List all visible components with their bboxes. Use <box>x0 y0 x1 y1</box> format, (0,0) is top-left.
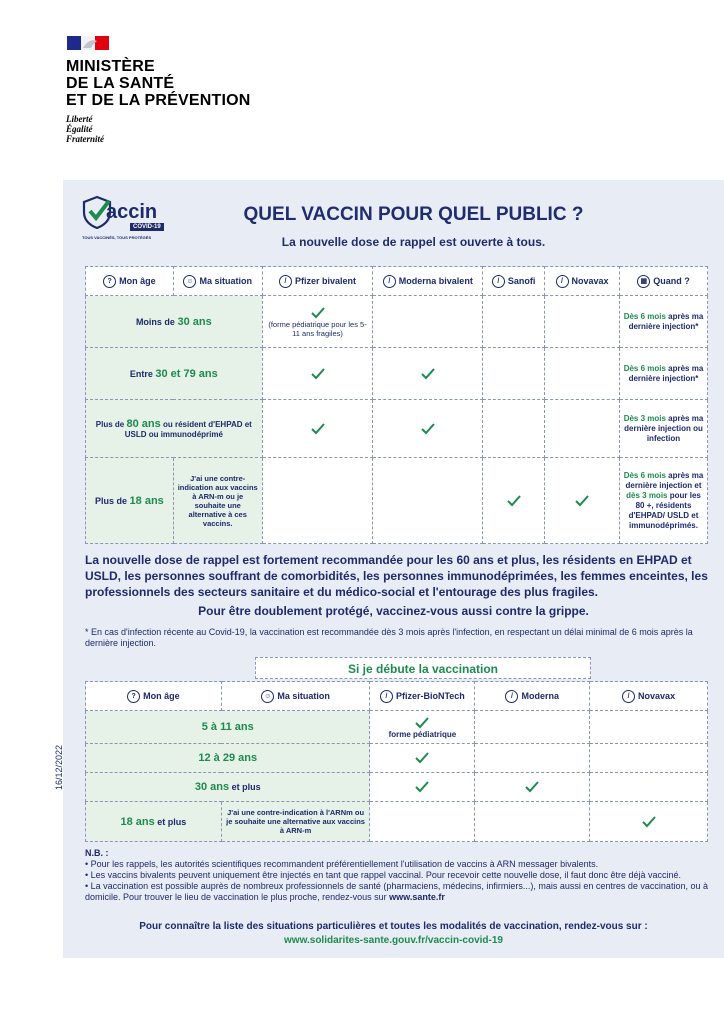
recommendation-paragraph: La nouvelle dose de rappel est fortement recommandée pour les 60 ans et plus, les résidents en EHPAD et USLD, les personnes souffrant de comorbidités, les personnes immunodéprimées, les femmes enceintes, les professionnels des secteurs sanitaire et du médico-social et l'entourage des plus fragiles. <box>85 553 708 599</box>
when-cell: Dès 6 mois après ma dernière injection* <box>620 348 708 400</box>
age-cell: Entre 30 et 79 ans <box>86 348 263 400</box>
table-header-row <box>86 267 708 296</box>
ministry-name: MINISTÈRE DE LA SANTÉ ET DE LA PRÉVENTION <box>66 58 251 109</box>
check-icon <box>310 306 326 320</box>
header-moderna: / Moderna bivalent <box>373 267 483 296</box>
table-row <box>86 458 708 544</box>
table-row: 5 à 11 ans forme pédiatrique <box>86 711 708 744</box>
syringe-icon: / <box>505 690 518 703</box>
table-row <box>86 773 708 802</box>
people-icon: ☺ <box>261 690 274 703</box>
table-row <box>86 802 708 842</box>
header-pfizer: / Pfizer-BioNTech <box>370 682 475 711</box>
publication-date: 16/12/2022 <box>54 744 64 790</box>
nb-notes: N.B. : • Pour les rappels, les autorités scientifiques recommandent préférentiellement l'utilisation de vaccins à ARN messager bivalents. • Les vaccins bivalents peuvent uniquement être injectés en tant que rappel vaccinal. Pour recevoir cette nouvelle dose, il faut donc être déjà vacciné. • La vaccination est possible auprès de nombreux professionnels de santé (pharmaciens, médecins, infirmiers...), mais aussi en centres de vaccination, ou à domicile. Pour trouver le lieu de vaccination le plus proche, rendez-vous sur www.sante.fr <box>85 848 708 902</box>
age-cell: 30 ans et plus <box>86 773 370 802</box>
syringe-icon: / <box>556 275 569 288</box>
age-icon: ? <box>127 690 140 703</box>
page-subtitle: La nouvelle dose de rappel est ouverte à tous. <box>281 235 546 249</box>
solidarites-sante-link[interactable]: www.solidarites-sante.gouv.fr/vaccin-covid-19 <box>284 935 503 946</box>
age-cell: Moins de 30 ans <box>86 296 263 348</box>
syringe-icon: / <box>279 275 292 288</box>
pfizer-cell: (forme pédiatrique pour les 5-11 ans fragiles) <box>262 296 373 348</box>
marianne-flag-logo <box>67 36 109 50</box>
check-icon <box>524 780 540 794</box>
age-cell: 18 ans et plus <box>86 802 222 842</box>
footnote: * En cas d'infection récente au Covid-19, la vaccination est recommandée dès 3 mois après l'infection, en respectant un délai minimal de 6 mois après la dernière injection. <box>85 627 693 648</box>
header-quand: ▦ Quand ? <box>620 267 708 296</box>
syringe-icon: / <box>380 690 393 703</box>
situation-cell: J'ai une contre-indication aux vaccins à ARN-m ou je souhaite une alternative à ces vaccins. <box>173 458 262 544</box>
situation-cell: J'ai une contre-indication à l'ARNm ou je souhaite une alternative aux vaccins à ARN-m <box>221 802 370 842</box>
when-cell: Dès 3 mois après ma dernière injection ou infection <box>620 400 708 458</box>
syringe-icon: / <box>622 690 635 703</box>
age-cell: Plus de 18 ans <box>86 458 174 544</box>
header-situation: ☺ Ma situation <box>173 267 262 296</box>
sante-link[interactable]: www.sante.fr <box>389 892 445 902</box>
when-cell: Dès 6 mois après ma dernière injection* <box>620 296 708 348</box>
check-icon <box>414 780 430 794</box>
primary-vaccination-table <box>85 681 708 842</box>
table-row <box>86 296 708 348</box>
primary-vaccination-title: Si je débute la vaccination <box>255 657 591 679</box>
check-icon <box>506 494 522 508</box>
table-header-row <box>86 682 708 711</box>
header-novavax: / Novavax <box>590 682 708 711</box>
header-novavax: / Novavax <box>545 267 620 296</box>
check-icon <box>310 422 326 436</box>
ministry-motto: Liberté Égalité Fraternité <box>66 114 105 144</box>
age-cell: 12 à 29 ans <box>86 744 370 773</box>
table-row <box>86 744 708 773</box>
footer: Pour connaître la liste des situations particulières et toutes les modalités de vaccination, rendez-vous sur : www.solidarites-sante.gouv.fr/vaccin-covid-19 <box>63 920 724 948</box>
vaccin-covid-logo: accin COVID-19 TOUS VACCINÉS, TOUS PROTÉGÉS <box>82 195 172 245</box>
age-icon: ? <box>103 275 116 288</box>
people-icon: ☺ <box>183 275 196 288</box>
table-row <box>86 348 708 400</box>
header-age: ? Mon âge <box>86 682 222 711</box>
header-pfizer: / Pfizer bivalent <box>262 267 373 296</box>
check-icon <box>641 815 657 829</box>
check-icon <box>420 367 436 381</box>
check-icon <box>420 422 436 436</box>
header-moderna: / Moderna <box>475 682 590 711</box>
page-title: QUEL VACCIN POUR QUEL PUBLIC ? <box>243 204 584 225</box>
age-cell: Plus de 80 ans ou résident d'EHPAD et USLD ou immunodéprimé <box>86 400 263 458</box>
header-sanofi: / Sanofi <box>483 267 545 296</box>
syringe-icon: / <box>492 275 505 288</box>
when-cell: Dès 6 mois après ma dernière injection et dès 3 mois pour les 80 +, résidents d'EHPAD/ USLD et immunodéprimés. <box>620 458 708 544</box>
calendar-icon: ▦ <box>637 275 650 288</box>
header-situation: ☺ Ma situation <box>221 682 370 711</box>
syringe-icon: / <box>383 275 396 288</box>
check-icon <box>414 716 430 730</box>
flu-recommendation: Pour être doublement protégé, vaccinez-vous aussi contre la grippe. <box>198 604 589 618</box>
header-age: ? Mon âge <box>86 267 174 296</box>
booster-table <box>85 266 708 544</box>
check-icon <box>310 367 326 381</box>
check-icon <box>574 494 590 508</box>
check-icon <box>414 751 430 765</box>
table-row <box>86 400 708 458</box>
age-cell: 5 à 11 ans <box>86 711 370 744</box>
